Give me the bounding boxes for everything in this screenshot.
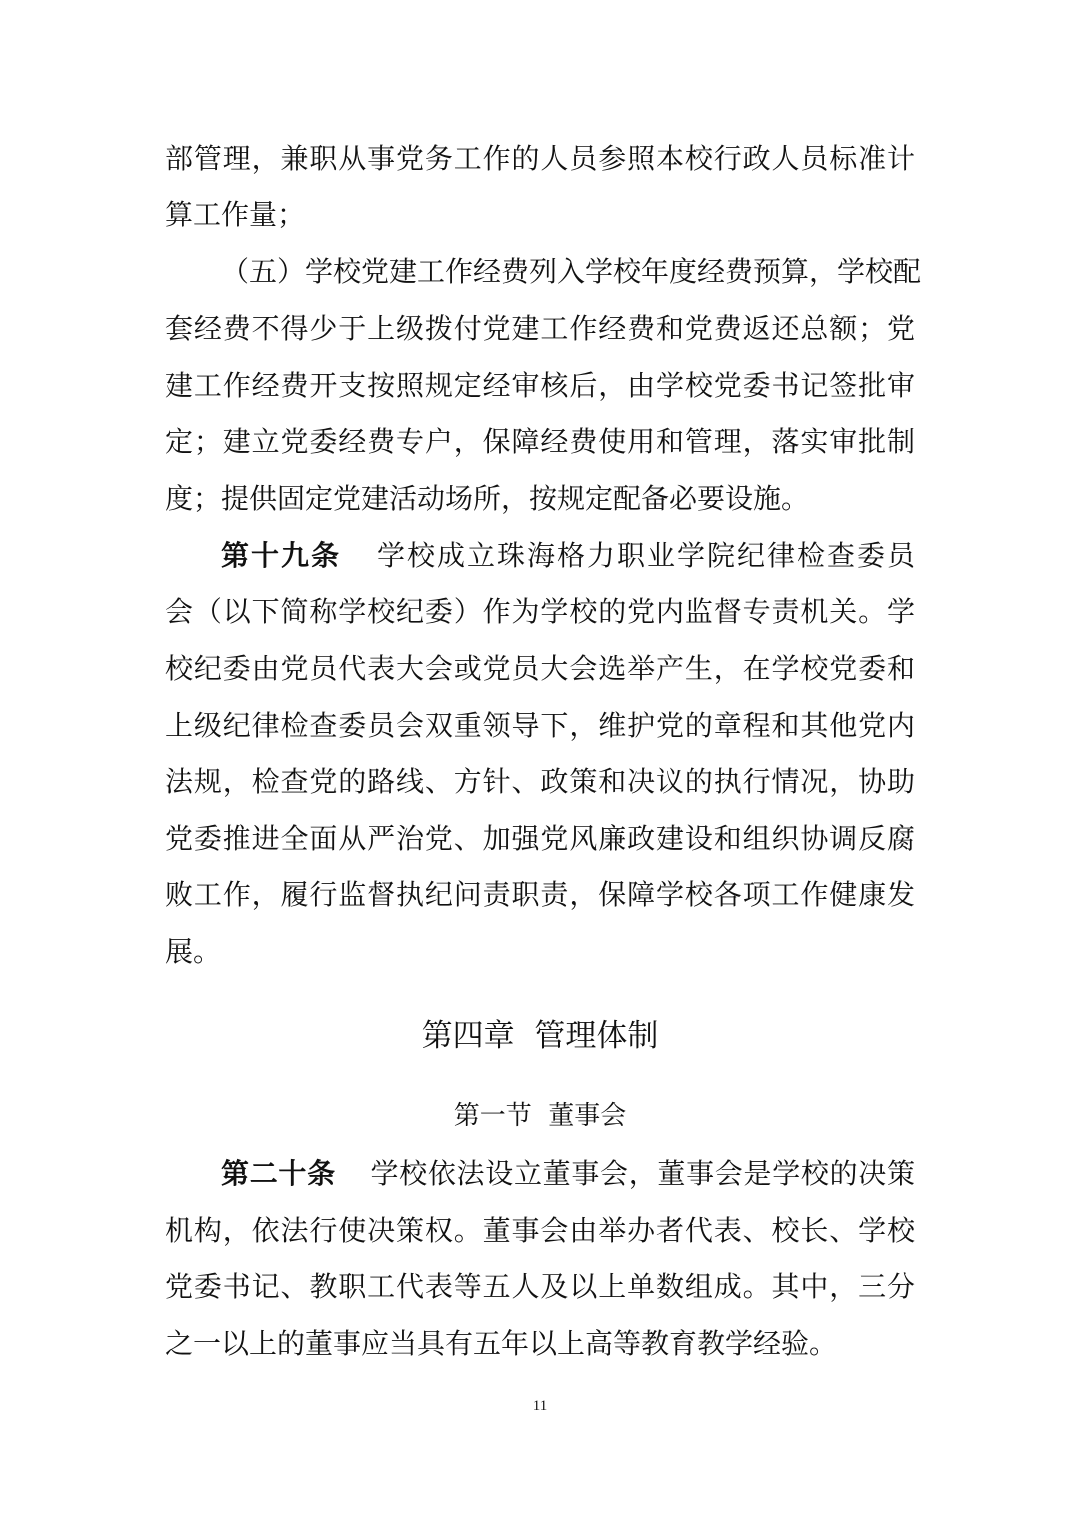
article-19-line: 展。: [165, 935, 222, 968]
paragraph-line: 部管理，兼职从事党务工作的人员参照本校行政人员标准计: [165, 142, 915, 175]
chapter-title: 第四章 管理体制: [421, 1018, 659, 1054]
article-19-line: 党委推进全面从严治党、加强党风廉政建设和组织协调反腐: [165, 822, 915, 855]
page-number: 11: [532, 1398, 548, 1414]
article-20-line: 党委书记、教职工代表等五人及以上单数组成。其中，三分: [165, 1270, 915, 1303]
article-20-line: 之一以上的董事应当具有五年以上高等教育教学经验。: [165, 1327, 838, 1360]
article-19-line: 上级纪律检查委员会双重领导下，维护党的章程和其他党内: [165, 709, 915, 742]
article-19-first-line: [221, 528, 915, 584]
item-five-line: 建工作经费开支按照规定经审核后，由学校党委书记签批审: [165, 369, 915, 402]
article-20-first-line: [221, 1146, 915, 1202]
article-20-line: 机构，依法行使决策权。董事会由举办者代表、校长、学校: [165, 1214, 915, 1247]
article-19-line: 会（以下简称学校纪委）作为学校的党内监督专责机关。学: [165, 595, 915, 628]
article-19-line: 败工作，履行监督执纪问责职责，保障学校各项工作健康发: [165, 878, 915, 911]
article-20-heading: 第二十条: [221, 1157, 336, 1190]
item-five-line: 定；建立党委经费专户，保障经费使用和管理，落实审批制: [165, 425, 915, 458]
article-19-heading: 第十九条: [221, 539, 341, 572]
paragraph-line: 算工作量；: [165, 198, 306, 231]
article-19-line: 法规，检查党的路线、方针、政策和决议的执行情况，协助: [165, 765, 915, 798]
item-five-line: 度；提供固定党建活动场所，按规定配备必要设施。: [165, 482, 810, 515]
article-19-first-text: 学校成立珠海格力职业学院纪律检查委员: [375, 539, 915, 572]
article-19-line: 校纪委由党员代表大会或党员大会选举产生，在学校党委和: [165, 652, 915, 685]
article-20-first-text: 学校依法设立董事会，董事会是学校的决策: [369, 1157, 915, 1190]
item-five-line: （五）学校党建工作经费列入学校年度经费预算，学校配: [221, 255, 922, 288]
item-five-line: 套经费不得少于上级拨付党建工作经费和党费返还总额；党: [165, 312, 915, 345]
section-title: 第一节 董事会: [453, 1101, 627, 1131]
